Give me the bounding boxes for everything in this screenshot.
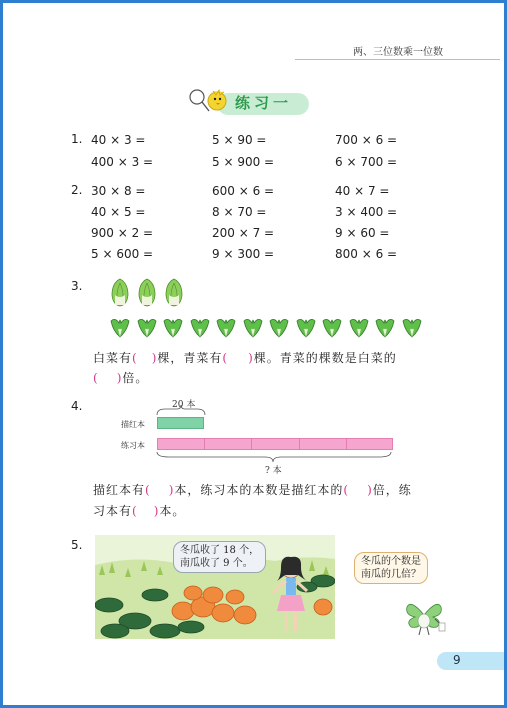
text: 描红本有: [93, 483, 146, 497]
equation: 6 × 700 =: [335, 155, 398, 169]
napa-cabbage-icon: [163, 277, 185, 311]
page-number-tab: [437, 652, 507, 670]
text: 白菜有: [93, 351, 133, 365]
chapter-header: 两、三位数乘一位数: [353, 47, 443, 58]
harvest-scene: [95, 535, 335, 639]
problem-3-line-1: [93, 349, 397, 366]
question-line-1: 冬瓜的个数是: [361, 556, 421, 567]
paren-close: ): [116, 371, 123, 385]
paren-close: ): [168, 483, 175, 497]
top-brace-icon: [155, 405, 207, 417]
bok-choy-icon: [321, 315, 343, 343]
problem-3-line-2: [93, 369, 148, 386]
bok-choy-icon: [215, 315, 237, 343]
problem-2-number: 2.: [71, 183, 83, 197]
chick-mascot-icon: [183, 83, 231, 115]
paren-open: (: [93, 371, 99, 385]
text: 棵，青菜有: [157, 351, 223, 365]
segment-divider: [346, 438, 347, 450]
paren-open: (: [145, 483, 151, 497]
equation: 3 × 400 =: [335, 205, 398, 219]
equation: 5 × 600 =: [91, 247, 154, 261]
paren-open: (: [132, 504, 138, 518]
paren-close: ): [248, 351, 254, 365]
text: 本。: [159, 504, 186, 518]
text: 本，练习本的本数是描红本的: [174, 483, 344, 497]
speech-line-2: 南瓜收了 9 个。: [180, 558, 253, 569]
tracing-book-bar: [157, 417, 204, 429]
equation: 700 × 6 =: [335, 133, 398, 147]
segment-divider: [299, 438, 300, 450]
equation: 5 × 90 =: [212, 133, 267, 147]
paren-open: (: [132, 351, 138, 365]
bok-choy-icon: [401, 315, 423, 343]
bottom-brace-icon: [155, 451, 395, 463]
bok-choy-icon: [162, 315, 184, 343]
equation: 5 × 900 =: [212, 155, 275, 169]
text: 倍。: [122, 371, 149, 385]
paren-open: (: [222, 351, 229, 365]
paren-close: ): [153, 504, 160, 518]
equation: 9 × 60 =: [335, 226, 390, 240]
napa-cabbage-icon: [136, 277, 158, 311]
equation: 9 × 300 =: [212, 247, 275, 261]
text: 倍，练: [372, 483, 412, 497]
row-2-label: 练习本: [121, 441, 145, 450]
question-line-2: 南瓜的几倍？: [361, 569, 421, 580]
problem-4-line-1: [93, 481, 412, 498]
equation: 200 × 7 =: [212, 226, 275, 240]
bok-choy-icon: [374, 315, 396, 343]
bok-choy-icon: [348, 315, 370, 343]
equation: 900 × 2 =: [91, 226, 154, 240]
problem-4-number: 4.: [71, 399, 83, 413]
bok-choy-icon: [189, 315, 211, 343]
problem-5-number: 5.: [71, 538, 83, 552]
row-1-label: 描红本: [121, 420, 145, 429]
text: 习本有: [93, 504, 133, 518]
bottom-bar-label: ? 本: [265, 466, 282, 476]
text: 棵。青菜的棵数是白菜的: [253, 351, 397, 365]
equation: 40 × 7 =: [335, 184, 390, 198]
problem-4-line-2: [93, 502, 185, 519]
bok-choy-icon: [268, 315, 290, 343]
exercise-book-bar: [157, 438, 393, 450]
segment-divider: [251, 438, 252, 450]
page-number: 9: [453, 653, 461, 667]
equation: 400 × 3 =: [91, 155, 154, 169]
problem-3-number: 3.: [71, 279, 83, 293]
speech-bubble: [173, 541, 266, 573]
bok-choy-icon: [136, 315, 158, 343]
cabbage-character-icon: [401, 589, 447, 637]
segment-divider: [204, 438, 205, 450]
bok-choy-icon: [109, 315, 131, 343]
equation: 30 × 8 =: [91, 184, 146, 198]
equation: 800 × 6 =: [335, 247, 398, 261]
top-bar-label: 20 本: [172, 400, 196, 410]
speech-line-1: 冬瓜收了 18 个，: [180, 545, 260, 556]
problem-1-number: 1.: [71, 132, 83, 146]
equation: 8 × 70 =: [212, 205, 267, 219]
napa-cabbage-icon: [109, 277, 131, 311]
equation: 40 × 3 =: [91, 133, 146, 147]
bok-choy-icon: [295, 315, 317, 343]
question-bubble: [354, 552, 428, 584]
equation: 600 × 6 =: [212, 184, 275, 198]
paren-close: ): [367, 483, 373, 497]
bok-choy-icon: [242, 315, 264, 343]
paren-close: ): [151, 351, 158, 365]
paren-open: (: [343, 483, 350, 497]
section-title: 练习一: [235, 94, 293, 112]
header-rule: [295, 59, 500, 60]
equation: 40 × 5 =: [91, 205, 146, 219]
